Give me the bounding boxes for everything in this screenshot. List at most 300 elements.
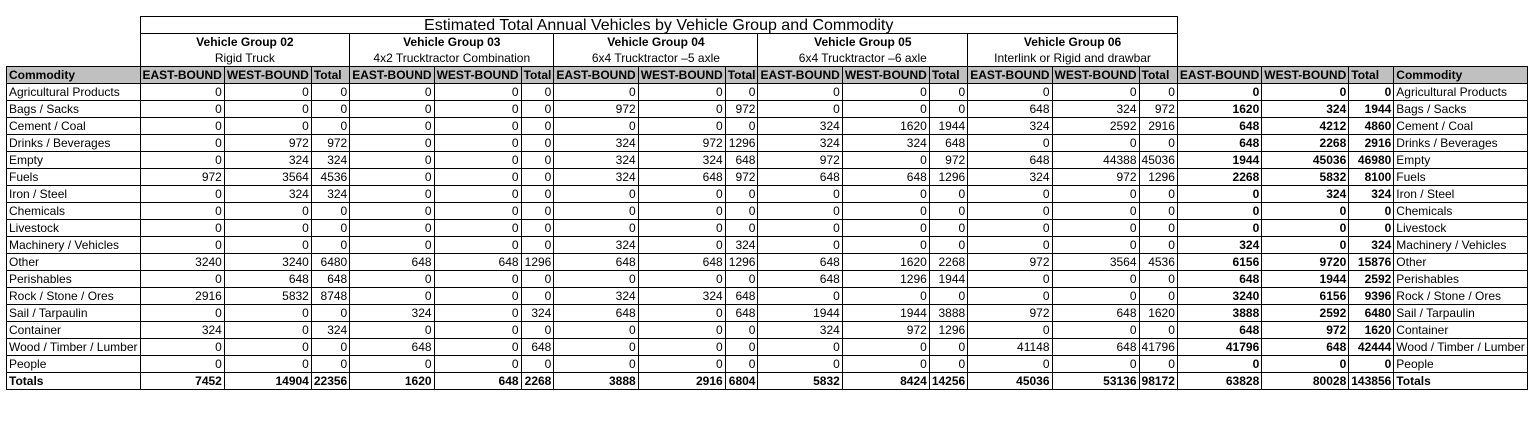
value-cell: 0: [521, 84, 554, 101]
value-cell: 0: [350, 101, 434, 118]
value-cell: 0: [1349, 356, 1394, 373]
value-cell: 0: [1177, 84, 1261, 101]
row-label: Bags / Sacks: [7, 101, 141, 118]
value-cell: 0: [1177, 220, 1261, 237]
value-cell: 0: [1139, 203, 1177, 220]
value-cell: 0: [311, 339, 349, 356]
value-cell: 648: [224, 271, 311, 288]
row-label-right: Rock / Stone / Ores: [1394, 288, 1528, 305]
value-cell: 0: [434, 322, 521, 339]
value-cell: 0: [1262, 203, 1349, 220]
value-cell: 648: [434, 254, 521, 271]
value-cell: 1620: [350, 373, 434, 390]
value-cell: 0: [725, 220, 758, 237]
value-cell: 0: [1052, 203, 1139, 220]
total-header-02: Total: [311, 67, 349, 84]
value-cell: 1296: [929, 169, 967, 186]
value-cell: 972: [725, 169, 758, 186]
value-cell: 0: [140, 152, 224, 169]
value-cell: 1296: [842, 271, 929, 288]
value-cell: 972: [968, 305, 1052, 322]
commodity-header: Commodity: [7, 67, 141, 84]
value-cell: 3240: [1177, 288, 1261, 305]
row-label: Container: [7, 322, 141, 339]
value-cell: 0: [224, 339, 311, 356]
value-cell: 0: [638, 339, 725, 356]
value-cell: 648: [758, 254, 842, 271]
eastbound-header-06: EAST-BOUND: [968, 67, 1052, 84]
value-cell: 4536: [311, 169, 349, 186]
row-label-right: Chemicals: [1394, 203, 1528, 220]
value-cell: 0: [1139, 237, 1177, 254]
value-cell: 2916: [1139, 118, 1177, 135]
value-cell: 0: [725, 118, 758, 135]
value-cell: 3564: [224, 169, 311, 186]
value-cell: 0: [842, 356, 929, 373]
value-cell: 0: [929, 356, 967, 373]
value-cell: 0: [434, 356, 521, 373]
value-cell: 0: [929, 186, 967, 203]
value-cell: 0: [140, 305, 224, 322]
eastbound-header-04: EAST-BOUND: [554, 67, 638, 84]
value-cell: 648: [929, 135, 967, 152]
value-cell: 648: [842, 169, 929, 186]
group-02-name: Vehicle Group 02: [140, 34, 350, 51]
value-cell: 3564: [1052, 254, 1139, 271]
value-cell: 0: [554, 118, 638, 135]
value-cell: 0: [968, 271, 1052, 288]
value-cell: 143856: [1349, 373, 1394, 390]
value-cell: 0: [224, 322, 311, 339]
group-06-desc: Interlink or Rigid and drawbar: [968, 50, 1178, 67]
row-label-right: Perishables: [1394, 271, 1528, 288]
value-cell: 0: [224, 84, 311, 101]
value-cell: 4212: [1262, 118, 1349, 135]
group-desc-row: [7, 50, 1528, 67]
value-cell: 0: [311, 305, 349, 322]
value-cell: 0: [434, 271, 521, 288]
table-row: [7, 118, 1528, 135]
value-cell: 0: [1262, 84, 1349, 101]
value-cell: 972: [311, 135, 349, 152]
value-cell: 0: [842, 84, 929, 101]
value-cell: 0: [350, 84, 434, 101]
value-cell: 0: [842, 101, 929, 118]
value-cell: 0: [1139, 220, 1177, 237]
value-cell: 14904: [224, 373, 311, 390]
value-cell: 0: [1349, 220, 1394, 237]
value-cell: 3888: [929, 305, 967, 322]
value-cell: 972: [140, 169, 224, 186]
value-cell: 0: [554, 271, 638, 288]
row-label-right: People: [1394, 356, 1528, 373]
value-cell: 9720: [1262, 254, 1349, 271]
value-cell: 6156: [1262, 288, 1349, 305]
value-cell: 0: [968, 186, 1052, 203]
group-name-row: [7, 34, 1528, 51]
value-cell: 972: [1052, 169, 1139, 186]
value-cell: 4536: [1139, 254, 1177, 271]
value-cell: 0: [968, 237, 1052, 254]
value-cell: 0: [521, 135, 554, 152]
value-cell: 0: [140, 339, 224, 356]
value-cell: 324: [224, 186, 311, 203]
value-cell: 0: [1139, 322, 1177, 339]
value-cell: 648: [1052, 339, 1139, 356]
value-cell: 0: [350, 271, 434, 288]
value-cell: 972: [1139, 101, 1177, 118]
value-cell: 0: [140, 356, 224, 373]
value-cell: 0: [350, 135, 434, 152]
value-cell: 0: [434, 101, 521, 118]
row-label: Cement / Coal: [7, 118, 141, 135]
total-header-06: Total: [1139, 67, 1177, 84]
value-cell: 6156: [1177, 254, 1261, 271]
value-cell: 0: [1262, 220, 1349, 237]
value-cell: 1944: [1349, 101, 1394, 118]
value-cell: 324: [758, 118, 842, 135]
value-cell: 0: [725, 356, 758, 373]
value-cell: 0: [140, 101, 224, 118]
value-cell: 2916: [638, 373, 725, 390]
group-03-desc: 4x2 Trucktractor Combination: [350, 50, 554, 67]
value-cell: 0: [434, 118, 521, 135]
value-cell: 0: [434, 186, 521, 203]
value-cell: 0: [968, 356, 1052, 373]
value-cell: 0: [929, 220, 967, 237]
value-cell: 0: [140, 220, 224, 237]
value-cell: 0: [758, 203, 842, 220]
value-cell: 0: [1177, 356, 1261, 373]
value-cell: 0: [1052, 237, 1139, 254]
value-cell: 0: [350, 322, 434, 339]
eastbound-header-02: EAST-BOUND: [140, 67, 224, 84]
value-cell: 0: [434, 135, 521, 152]
row-label-right: Drinks / Beverages: [1394, 135, 1528, 152]
value-cell: 2268: [521, 373, 554, 390]
value-cell: 648: [1177, 118, 1261, 135]
row-label: Iron / Steel: [7, 186, 141, 203]
total-header-04: Total: [725, 67, 758, 84]
value-cell: 648: [968, 152, 1052, 169]
value-cell: 324: [140, 322, 224, 339]
row-label-right: Wood / Timber / Lumber: [1394, 339, 1528, 356]
value-cell: 0: [311, 237, 349, 254]
row-label-right: Fuels: [1394, 169, 1528, 186]
value-cell: 0: [140, 237, 224, 254]
value-cell: 0: [140, 118, 224, 135]
value-cell: 98172: [1139, 373, 1177, 390]
value-cell: 42444: [1349, 339, 1394, 356]
value-cell: 0: [1262, 237, 1349, 254]
value-cell: 63828: [1177, 373, 1261, 390]
value-cell: 0: [521, 186, 554, 203]
value-cell: 648: [1177, 271, 1261, 288]
value-cell: 324: [1262, 186, 1349, 203]
value-cell: 46980: [1349, 152, 1394, 169]
value-cell: 0: [224, 220, 311, 237]
value-cell: 6480: [311, 254, 349, 271]
row-label: Other: [7, 254, 141, 271]
value-cell: 0: [638, 305, 725, 322]
value-cell: 0: [638, 356, 725, 373]
value-cell: 0: [725, 84, 758, 101]
value-cell: 324: [554, 152, 638, 169]
value-cell: 324: [758, 135, 842, 152]
value-cell: 0: [311, 84, 349, 101]
value-cell: 324: [1177, 237, 1261, 254]
value-cell: 9396: [1349, 288, 1394, 305]
value-cell: 0: [554, 322, 638, 339]
value-cell: 324: [638, 288, 725, 305]
value-cell: 1944: [929, 271, 967, 288]
value-cell: 0: [968, 220, 1052, 237]
value-cell: 324: [968, 118, 1052, 135]
value-cell: 0: [521, 152, 554, 169]
value-cell: 324: [1052, 101, 1139, 118]
value-cell: 80028: [1262, 373, 1349, 390]
value-cell: 1296: [725, 254, 758, 271]
value-cell: 0: [350, 288, 434, 305]
value-cell: 0: [968, 322, 1052, 339]
value-cell: 0: [1177, 186, 1261, 203]
value-cell: 0: [350, 186, 434, 203]
value-cell: 0: [1139, 186, 1177, 203]
value-cell: 8424: [842, 373, 929, 390]
value-cell: 0: [1139, 356, 1177, 373]
value-cell: 0: [140, 271, 224, 288]
value-cell: 0: [434, 288, 521, 305]
row-label: Perishables: [7, 271, 141, 288]
value-cell: 2592: [1052, 118, 1139, 135]
value-cell: 648: [1262, 339, 1349, 356]
value-cell: 648: [638, 254, 725, 271]
value-cell: 0: [554, 339, 638, 356]
value-cell: 1620: [842, 254, 929, 271]
value-cell: 0: [521, 322, 554, 339]
value-cell: 648: [725, 152, 758, 169]
value-cell: 0: [434, 203, 521, 220]
value-cell: 0: [350, 356, 434, 373]
row-label-right: Empty: [1394, 152, 1528, 169]
value-cell: 0: [521, 237, 554, 254]
value-cell: 45036: [968, 373, 1052, 390]
title-row: [7, 17, 1528, 34]
value-cell: 0: [638, 118, 725, 135]
value-cell: 0: [521, 118, 554, 135]
group-03-name: Vehicle Group 03: [350, 34, 554, 51]
value-cell: 0: [638, 203, 725, 220]
value-cell: 0: [224, 237, 311, 254]
value-cell: 0: [434, 84, 521, 101]
group-05-desc: 6x4 Trucktractor –6 axle: [758, 50, 968, 67]
value-cell: 0: [350, 152, 434, 169]
value-cell: 648: [1177, 135, 1261, 152]
value-cell: 0: [1139, 84, 1177, 101]
value-cell: 0: [842, 237, 929, 254]
value-cell: 0: [554, 186, 638, 203]
value-cell: 5832: [758, 373, 842, 390]
totals-row: [7, 373, 1528, 390]
group-02-desc: Rigid Truck: [140, 50, 350, 67]
row-label-right: Iron / Steel: [1394, 186, 1528, 203]
value-cell: 0: [434, 169, 521, 186]
value-cell: 0: [842, 220, 929, 237]
value-cell: 972: [554, 101, 638, 118]
value-cell: 0: [929, 339, 967, 356]
row-label-right: Cement / Coal: [1394, 118, 1528, 135]
value-cell: 324: [554, 237, 638, 254]
value-cell: 0: [140, 203, 224, 220]
value-cell: 0: [224, 118, 311, 135]
value-cell: 0: [1052, 220, 1139, 237]
value-cell: 324: [758, 322, 842, 339]
row-label-right: Totals: [1394, 373, 1528, 390]
value-cell: 0: [758, 237, 842, 254]
value-cell: 41796: [1177, 339, 1261, 356]
value-cell: 972: [638, 135, 725, 152]
eastbound-header-03: EAST-BOUND: [350, 67, 434, 84]
value-cell: 0: [638, 101, 725, 118]
value-cell: 324: [311, 186, 349, 203]
value-cell: 0: [1349, 203, 1394, 220]
value-cell: 0: [1052, 271, 1139, 288]
value-cell: 648: [311, 271, 349, 288]
value-cell: 0: [929, 203, 967, 220]
value-cell: 0: [1139, 135, 1177, 152]
value-cell: 3240: [224, 254, 311, 271]
value-cell: 972: [968, 254, 1052, 271]
value-cell: 648: [1177, 322, 1261, 339]
value-cell: 0: [842, 288, 929, 305]
value-cell: 2268: [1262, 135, 1349, 152]
value-cell: 0: [929, 288, 967, 305]
table-row: [7, 271, 1528, 288]
row-label-right: Livestock: [1394, 220, 1528, 237]
value-cell: 2268: [929, 254, 967, 271]
eastbound-header-05: EAST-BOUND: [758, 67, 842, 84]
value-cell: 972: [725, 101, 758, 118]
value-cell: 0: [434, 152, 521, 169]
value-cell: 972: [842, 322, 929, 339]
value-cell: 8748: [311, 288, 349, 305]
value-cell: 0: [638, 220, 725, 237]
value-cell: 0: [929, 101, 967, 118]
value-cell: 0: [140, 84, 224, 101]
value-cell: 0: [725, 203, 758, 220]
row-label: People: [7, 356, 141, 373]
value-cell: 648: [554, 305, 638, 322]
value-cell: 6804: [725, 373, 758, 390]
value-cell: 1944: [1262, 271, 1349, 288]
value-cell: 0: [434, 237, 521, 254]
table-row: [7, 186, 1528, 203]
westbound-header-03: WEST-BOUND: [434, 67, 521, 84]
value-cell: 0: [554, 203, 638, 220]
table-row: [7, 203, 1528, 220]
value-cell: 0: [758, 84, 842, 101]
value-cell: 44388: [1052, 152, 1139, 169]
row-label: Wood / Timber / Lumber: [7, 339, 141, 356]
value-cell: 0: [140, 186, 224, 203]
value-cell: 0: [968, 84, 1052, 101]
value-cell: 0: [638, 186, 725, 203]
westbound-header-total: WEST-BOUND: [1262, 67, 1349, 84]
value-cell: 0: [434, 305, 521, 322]
value-cell: 0: [1052, 288, 1139, 305]
value-cell: 45036: [1139, 152, 1177, 169]
value-cell: 972: [224, 135, 311, 152]
value-cell: 1296: [1139, 169, 1177, 186]
table-row: [7, 152, 1528, 169]
value-cell: 648: [434, 373, 521, 390]
value-cell: 2916: [1349, 135, 1394, 152]
table-row: [7, 339, 1528, 356]
value-cell: 0: [350, 220, 434, 237]
value-cell: 0: [1052, 186, 1139, 203]
value-cell: 1944: [758, 305, 842, 322]
value-cell: 648: [521, 339, 554, 356]
value-cell: 0: [311, 220, 349, 237]
value-cell: 648: [725, 305, 758, 322]
value-cell: 0: [311, 101, 349, 118]
row-label: Empty: [7, 152, 141, 169]
value-cell: 0: [224, 356, 311, 373]
westbound-header-06: WEST-BOUND: [1052, 67, 1139, 84]
value-cell: 324: [554, 169, 638, 186]
value-cell: 324: [350, 305, 434, 322]
value-cell: 5832: [1262, 169, 1349, 186]
value-cell: 0: [929, 84, 967, 101]
value-cell: 0: [725, 322, 758, 339]
value-cell: 53136: [1052, 373, 1139, 390]
value-cell: 0: [725, 339, 758, 356]
value-cell: 0: [842, 186, 929, 203]
value-cell: 972: [929, 152, 967, 169]
group-04-desc: 6x4 Trucktractor –5 axle: [554, 50, 758, 67]
value-cell: 0: [842, 203, 929, 220]
value-cell: 0: [929, 237, 967, 254]
value-cell: 0: [758, 339, 842, 356]
row-label: Livestock: [7, 220, 141, 237]
table-row: [7, 101, 1528, 118]
value-cell: 0: [434, 220, 521, 237]
vehicle-commodity-table: [6, 16, 1528, 390]
value-cell: 2268: [1177, 169, 1261, 186]
value-cell: 0: [842, 152, 929, 169]
value-cell: 1296: [521, 254, 554, 271]
row-label: Machinery / Vehicles: [7, 237, 141, 254]
value-cell: 648: [758, 169, 842, 186]
value-cell: 0: [521, 356, 554, 373]
value-cell: 324: [554, 135, 638, 152]
row-label-right: Machinery / Vehicles: [1394, 237, 1528, 254]
value-cell: 648: [554, 254, 638, 271]
total-header-05: Total: [929, 67, 967, 84]
table-row: [7, 237, 1528, 254]
westbound-header-04: WEST-BOUND: [638, 67, 725, 84]
value-cell: 0: [140, 135, 224, 152]
value-cell: 0: [1052, 84, 1139, 101]
value-cell: 4860: [1349, 118, 1394, 135]
value-cell: 0: [350, 118, 434, 135]
value-cell: 0: [758, 288, 842, 305]
value-cell: 14256: [929, 373, 967, 390]
value-cell: 324: [224, 152, 311, 169]
value-cell: 0: [224, 101, 311, 118]
value-cell: 648: [350, 339, 434, 356]
value-cell: 0: [842, 339, 929, 356]
